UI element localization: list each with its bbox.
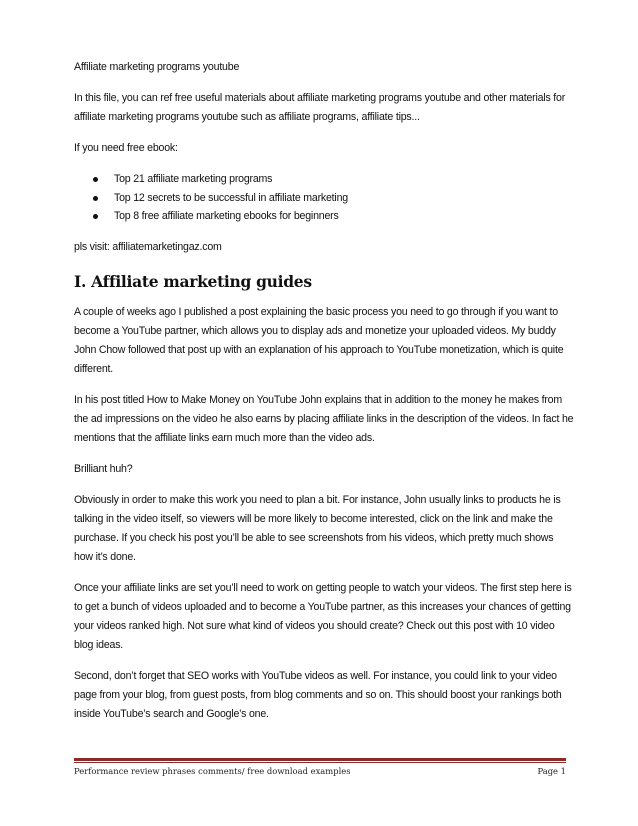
bullet-icon [93,196,98,201]
footer-rule-thin [74,762,566,763]
ebook-list [74,170,574,226]
list-item-label: Top 8 free affiliate marketing ebooks for beginners [114,210,339,222]
bullet-icon [93,214,98,219]
list-item [74,189,574,208]
list-item-label: Top 12 secrets to be successful in affiliate marketing [114,191,348,204]
body-paragraph-2: In his post titled How to Make Money on YouTube John explains that in addition to the money he makes from the ad impressions on the video he also earns by placing affiliate links in the description of the videos. In fact he mentions that the affiliate links earn much more than the video ads. [74,393,574,444]
list-item [74,170,574,189]
page-content [74,58,574,724]
bullet-icon [93,177,98,182]
body-paragraph-3: Brilliant huh? [74,462,133,475]
visit-line: pls visit: affiliatemarketingaz.com [74,240,222,253]
footer-rule [74,758,566,761]
intro-paragraph: In this file, you can ref free useful materials about affiliate marketing programs youtube and other materials for affiliate marketing programs youtube such as affiliate programs, affiliate tips... [74,92,566,123]
body-paragraph-1: A couple of weeks ago I published a post explaining the basic process you need to go through if you want to become a YouTube partner, which allows you to display ads and monetize your uploaded videos. My buddy John Chow followed that post up with an explanation of his approach to YouTube monetization, which is quite different. [74,305,564,375]
title-line: Affiliate marketing programs youtube [74,61,240,73]
body-paragraph-4: Obviously in order to make this work you need to plan a bit. For instance, John usually links to products he is talking in the video itself, so viewers will be more likely to become interested, click on the link and make the purchase. If you check his post you’ll be able to see screenshots from his videos, which pretty much shows how it’s done. [74,493,561,563]
section-heading: I. Affiliate marketing guides [74,271,312,291]
footer-text: Performance review phrases comments/ free download examples [74,766,351,776]
body-paragraph-6: Second, don’t forget that SEO works with YouTube videos as well. For instance, you could link to your video page from your blog, from guest posts, from blog comments and so on. This should boost your rankings both inside YouTube’s search and Google’s one. [74,669,562,720]
list-item-label: Top 21 affiliate marketing programs [114,173,273,185]
body-paragraph-5: Once your affiliate links are set you’ll need to work on getting people to watch your videos. The first step here is to get a bunch of videos uploaded and to become a YouTube partner, as this increases your chances of getting your videos ranked high. Not sure what kind of videos you should create? Check out this post with 10 video blog ideas. [74,581,572,651]
ebook-prompt: If you need free ebook: [74,142,178,154]
page-number: Page 1 [537,766,566,776]
list-item [74,207,574,226]
